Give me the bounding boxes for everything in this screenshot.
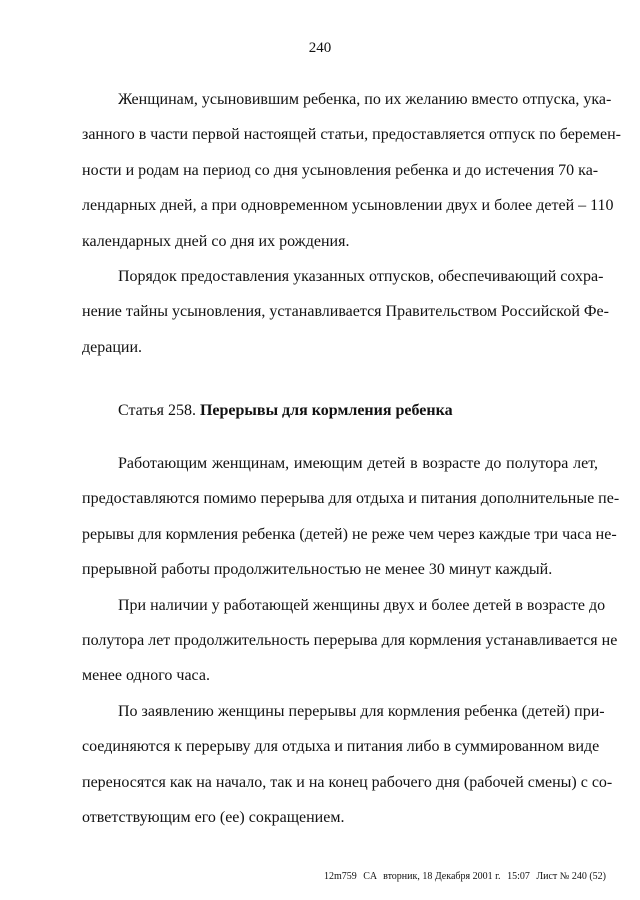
paragraph-line: календарных дней со дня их рождения.	[82, 232, 350, 250]
text-block-top	[82, 82, 622, 365]
paragraph-line: Работающим женщинам, имеющим детей в возрасте до полутора лет,	[118, 455, 598, 472]
footer-doc-id: 12m759	[323, 871, 357, 882]
paragraph-line: Женщинам, усыновившим ребенка, по их желанию вместо отпуска, ука-	[118, 91, 612, 108]
footer-author: CA	[363, 871, 377, 882]
footer-sheet: Лист № 240 (52)	[536, 871, 606, 882]
paragraph-line: нение тайны усыновления, устанавливается Правительством Российской Фе-	[82, 303, 609, 321]
page-footer	[320, 871, 606, 882]
paragraph-line: занного в части первой настоящей статьи, предоставляется отпуск по беремен-	[82, 126, 622, 144]
article-number: Статья 258.	[118, 402, 196, 419]
article-title: Перерывы для кормления ребенка	[199, 402, 453, 419]
footer-date: вторник, 18 Декабря 2001 г.	[383, 871, 501, 882]
paragraph-line: Порядок предоставления указанных отпусков, обеспечивающий сохра-	[118, 267, 604, 285]
paragraph-line: переносятся как на начало, так и на конец рабочего дня (рабочей смены) с со-	[82, 773, 613, 791]
footer-time: 15:07	[507, 871, 530, 882]
paragraph-line: менее одного часа.	[82, 667, 210, 685]
paragraph-line: лендарных дней, а при одновременном усыновлении двух и более детей – 110	[82, 197, 614, 215]
paragraph-line: прерывной работы продолжительностью не менее 30 минут каждый.	[82, 561, 553, 579]
paragraph-line: ответствующим его (ее) сокращением.	[82, 808, 345, 826]
paragraph-line: По заявлению женщины перерывы для кормления ребенка (детей) при-	[118, 702, 605, 720]
paragraph-line: рерывы для кормления ребенка (детей) не реже чем через каждые три часа не-	[82, 525, 617, 543]
paragraph-line: соединяются к перерыву для отдыха и питания либо в суммированном виде	[82, 738, 600, 756]
page-number: 240	[308, 40, 332, 56]
paragraph-line: дерации.	[82, 338, 143, 356]
article-heading	[118, 396, 453, 426]
paragraph-line: полутора лет продолжительность перерыва для кормления устанавливается не	[82, 631, 618, 649]
paragraph-line: При наличии у работающей женщины двух и более детей в возрасте до	[118, 596, 606, 614]
text-block-article	[82, 446, 620, 835]
paragraph-line: предоставляются помимо перерыва для отдыха и питания дополнительные пе-	[82, 490, 620, 508]
paragraph-line: ности и родам на период со дня усыновления ребенка и до истечения 70 ка-	[82, 161, 599, 179]
